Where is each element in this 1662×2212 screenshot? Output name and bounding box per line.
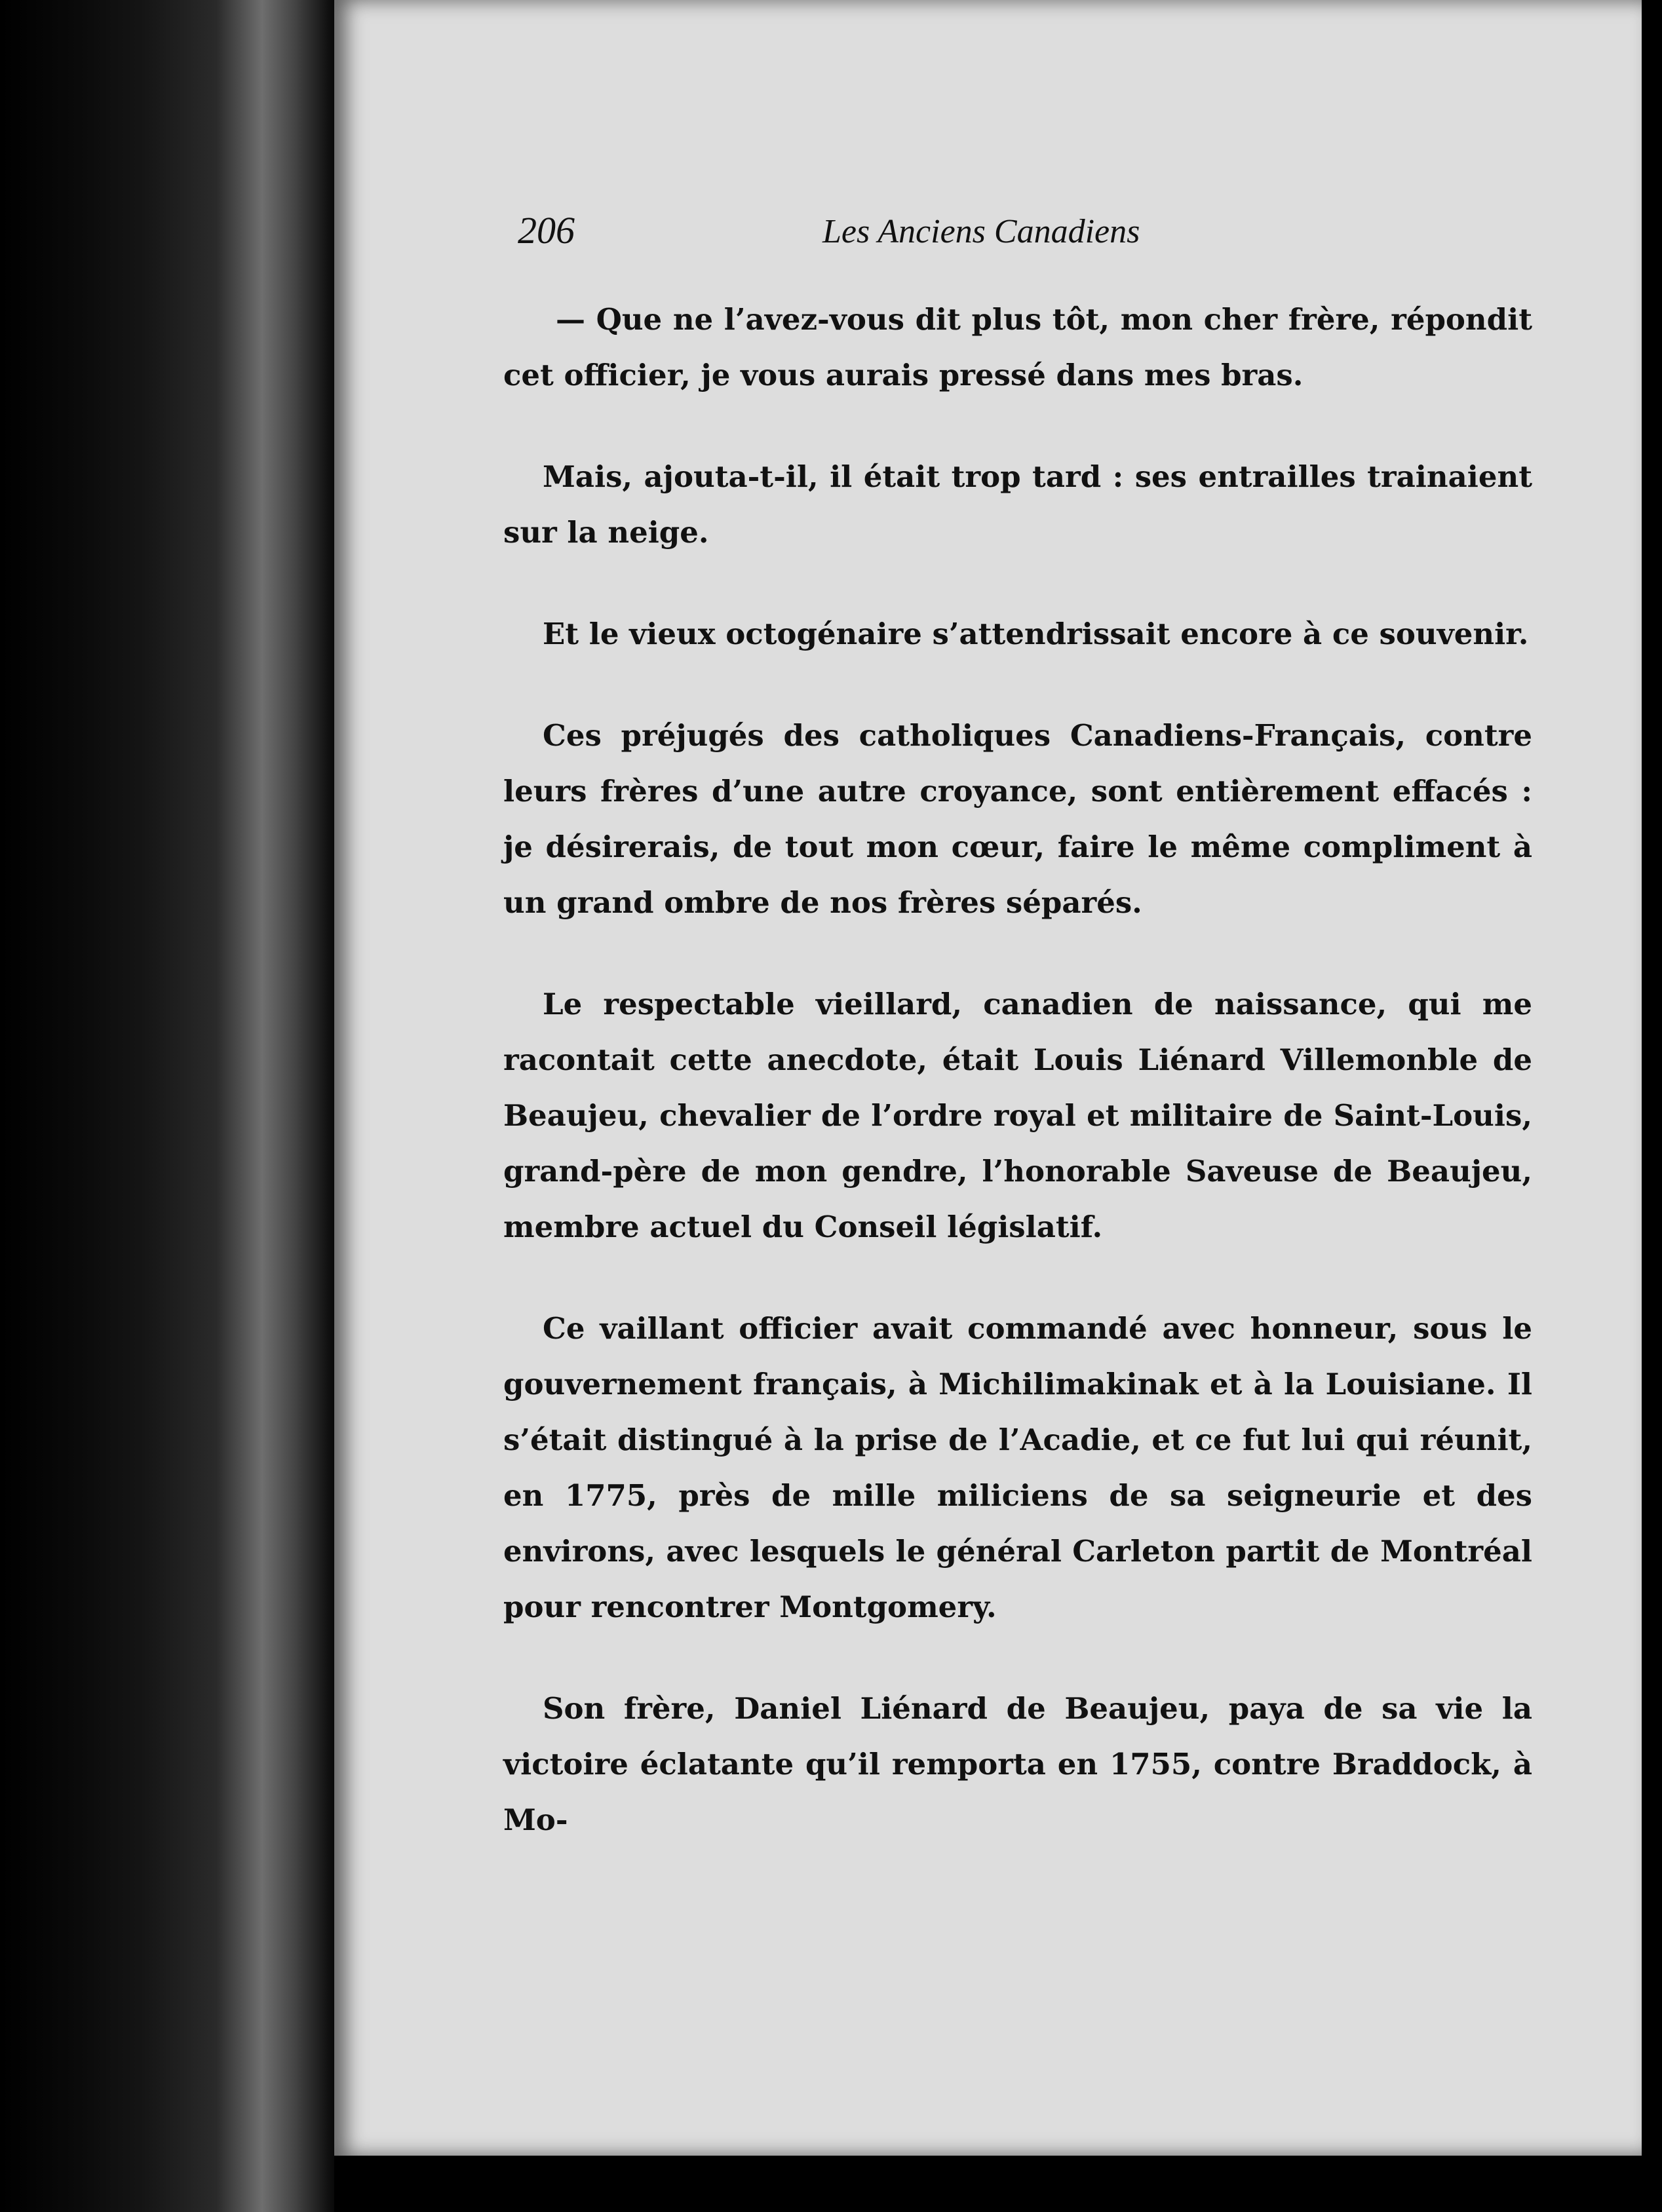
paragraph-4: Ces préjugés des catholiques Canadiens-Français, contre leurs frères d’une autre croyance, sont entièrement effacés : je désirerais, de tout mon cœur, faire le même compliment à un grand ombre de nos frères séparés. xyxy=(503,718,1532,920)
paragraph-3: Et le vieux octogénaire s’attendrissait encore à ce souvenir. xyxy=(543,617,1529,651)
scan-bottom-border xyxy=(334,2156,1662,2212)
scan-right-border xyxy=(1642,0,1662,2212)
paragraph-1: — Que ne l’avez-vous dit plus tôt, mon cher frère, répondit cet officier, je vous aurais pressé dans mes bras. xyxy=(503,302,1532,392)
page-header xyxy=(518,208,1245,267)
running-title: Les Anciens Canadiens xyxy=(822,213,1140,250)
body-text xyxy=(503,292,1532,1894)
paragraph-6: Ce vaillant officier avait commandé avec honneur, sous le gouvernement français, à Michilimakinak et à la Louisiane. Il s’était distingué à la prise de l’Acadie, et ce fut lui qui réunit, en 1775, près de mille miliciens de sa seigneurie et des environs, avec lesquels le général Carleton partit de Montréal pour rencontrer Montgomery. xyxy=(503,1311,1532,1624)
paragraph-5: Le respectable vieillard, canadien de naissance, qui me racontait cette anecdote, était Louis Liénard Villemonble de Beaujeu, chevalier de l’ordre royal et militaire de Saint-Louis, grand-père de mon gendre, l’honorable Saveuse de Beaujeu, membre actuel du Conseil législatif. xyxy=(503,987,1532,1244)
book-binding-shadow xyxy=(0,0,341,2212)
paragraph-7: Son frère, Daniel Liénard de Beaujeu, paya de sa vie la victoire éclatante qu’il remporta en 1755, contre Braddock, à Mo- xyxy=(503,1691,1532,1837)
page-number: 206 xyxy=(518,209,575,252)
paragraph-2: Mais, ajouta-t-il, il était trop tard : ses entrailles trainaient sur la neige. xyxy=(503,459,1532,550)
